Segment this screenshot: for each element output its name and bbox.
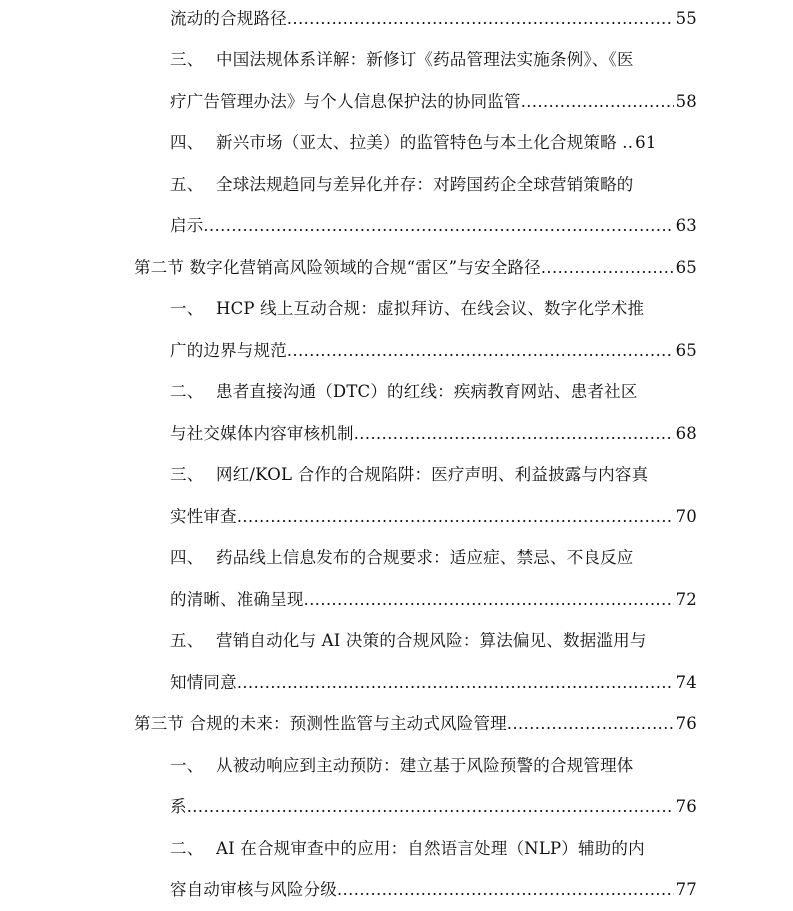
dot-leader	[354, 421, 674, 447]
toc-entry-text: 流动的合规路径	[170, 9, 287, 28]
toc-entry[interactable]	[170, 338, 697, 364]
toc-entry[interactable]	[170, 670, 697, 696]
toc-entry[interactable]	[170, 379, 697, 405]
toc-entry-text: 新兴市场（亚太、拉美）的监管特色与本土化合规策略 ..	[216, 133, 634, 152]
toc-entry-number: 三、	[170, 465, 204, 484]
toc-page-number: 74	[675, 673, 697, 692]
toc-entry[interactable]	[170, 6, 697, 32]
toc-page-number: 68	[675, 424, 697, 443]
dot-leader	[507, 711, 674, 737]
toc-page-number: 76	[675, 797, 697, 816]
toc-entry[interactable]	[170, 628, 697, 654]
toc-entry[interactable]	[170, 462, 697, 488]
toc-page-number: 77	[675, 880, 697, 899]
toc-entry-number: 五、	[170, 631, 204, 650]
toc-entry-text: 容自动审核与风险分级	[170, 880, 337, 899]
toc-entry-text: 全球法规趋同与差异化并存：对跨国药企全球营销策略的	[216, 175, 634, 194]
toc-entry[interactable]	[170, 296, 697, 322]
dot-leader	[521, 89, 674, 115]
toc-section-entry[interactable]	[134, 255, 697, 281]
toc-entry[interactable]	[170, 130, 697, 156]
toc-entry[interactable]	[170, 545, 697, 571]
toc-entry-number: 二、	[170, 382, 204, 401]
toc-entry-text: 的清晰、准确呈现	[170, 590, 304, 609]
toc-entry-text: 与社交媒体内容审核机制	[170, 424, 354, 443]
toc-entry-text: 启示	[170, 216, 204, 235]
dot-leader	[237, 670, 674, 696]
toc-entry-text: 患者直接沟通（DTC）的红线：疾病教育网站、患者社区	[216, 382, 638, 401]
toc-entry-number: 一、	[170, 756, 204, 775]
toc-entry-text: AI 在合规审查中的应用：自然语言处理（NLP）辅助的内	[216, 839, 645, 858]
dot-leader	[287, 338, 674, 364]
toc-entry-number: 一、	[170, 299, 204, 318]
toc-entry-text: 从被动响应到主动预防：建立基于风险预警的合规管理体	[216, 756, 634, 775]
toc-entry-number: 三、	[170, 50, 204, 69]
toc-entry[interactable]	[170, 47, 697, 73]
toc-entry-number: 五、	[170, 175, 204, 194]
dot-leader	[203, 213, 673, 239]
toc-entry[interactable]	[170, 504, 697, 530]
toc-page-number: 76	[675, 714, 697, 733]
toc-entry[interactable]	[170, 172, 697, 198]
toc-page-number: 70	[675, 507, 697, 526]
toc-page-number: 65	[675, 258, 697, 277]
toc-entry-text: 网红/KOL 合作的合规陷阱：医疗声明、利益披露与内容真	[216, 465, 649, 484]
toc-page-number: 72	[675, 590, 697, 609]
toc-entry[interactable]	[170, 753, 697, 779]
toc-entry[interactable]	[170, 877, 697, 903]
dot-leader	[541, 255, 674, 281]
dot-leader	[287, 6, 674, 32]
toc-entry-text: 实性审查	[170, 507, 237, 526]
toc-entry[interactable]	[170, 213, 697, 239]
toc-entry-text: HCP 线上互动合规：虚拟拜访、在线会议、数字化学术推	[216, 299, 645, 318]
toc-page-number: 55	[675, 9, 697, 28]
dot-leader	[304, 587, 674, 613]
toc-entry-text: 营销自动化与 AI 决策的合规风险：算法偏见、数据滥用与	[216, 631, 647, 650]
dot-leader	[237, 504, 674, 530]
toc-entry-text: 疗广告管理办法》与个人信息保护法的协同监管	[170, 92, 521, 111]
toc-entry-number: 四、	[170, 133, 204, 152]
toc-entry[interactable]	[170, 794, 697, 820]
toc-page-number: 61	[635, 133, 657, 152]
toc-entry[interactable]	[170, 89, 697, 115]
toc-entry[interactable]	[170, 421, 697, 447]
toc-entry-number: 四、	[170, 548, 204, 567]
toc-entry-text: 广的边界与规范	[170, 341, 287, 360]
toc-entry-text: 知情同意	[170, 673, 237, 692]
toc-entry-text: 药品线上信息发布的合规要求：适应症、禁忌、不良反应	[216, 548, 634, 567]
toc-section-title: 第二节 数字化营销高风险领域的合规“雷区”与安全路径	[134, 258, 541, 277]
toc-page-number: 65	[675, 341, 697, 360]
toc-entry-number: 二、	[170, 839, 204, 858]
toc-entry[interactable]	[170, 836, 697, 862]
toc-page-number: 63	[675, 216, 697, 235]
toc-entry-text: 中国法规体系详解：新修订《药品管理法实施条例》、《医	[216, 50, 634, 69]
dot-leader	[337, 877, 674, 903]
toc-entry[interactable]	[170, 587, 697, 613]
toc-section-entry[interactable]	[134, 711, 697, 737]
toc-entry-text: 系	[170, 797, 187, 816]
dot-leader	[187, 794, 674, 820]
toc-section-title: 第三节 合规的未来：预测性监管与主动式风险管理	[134, 714, 507, 733]
toc-page-number: 58	[675, 92, 697, 111]
